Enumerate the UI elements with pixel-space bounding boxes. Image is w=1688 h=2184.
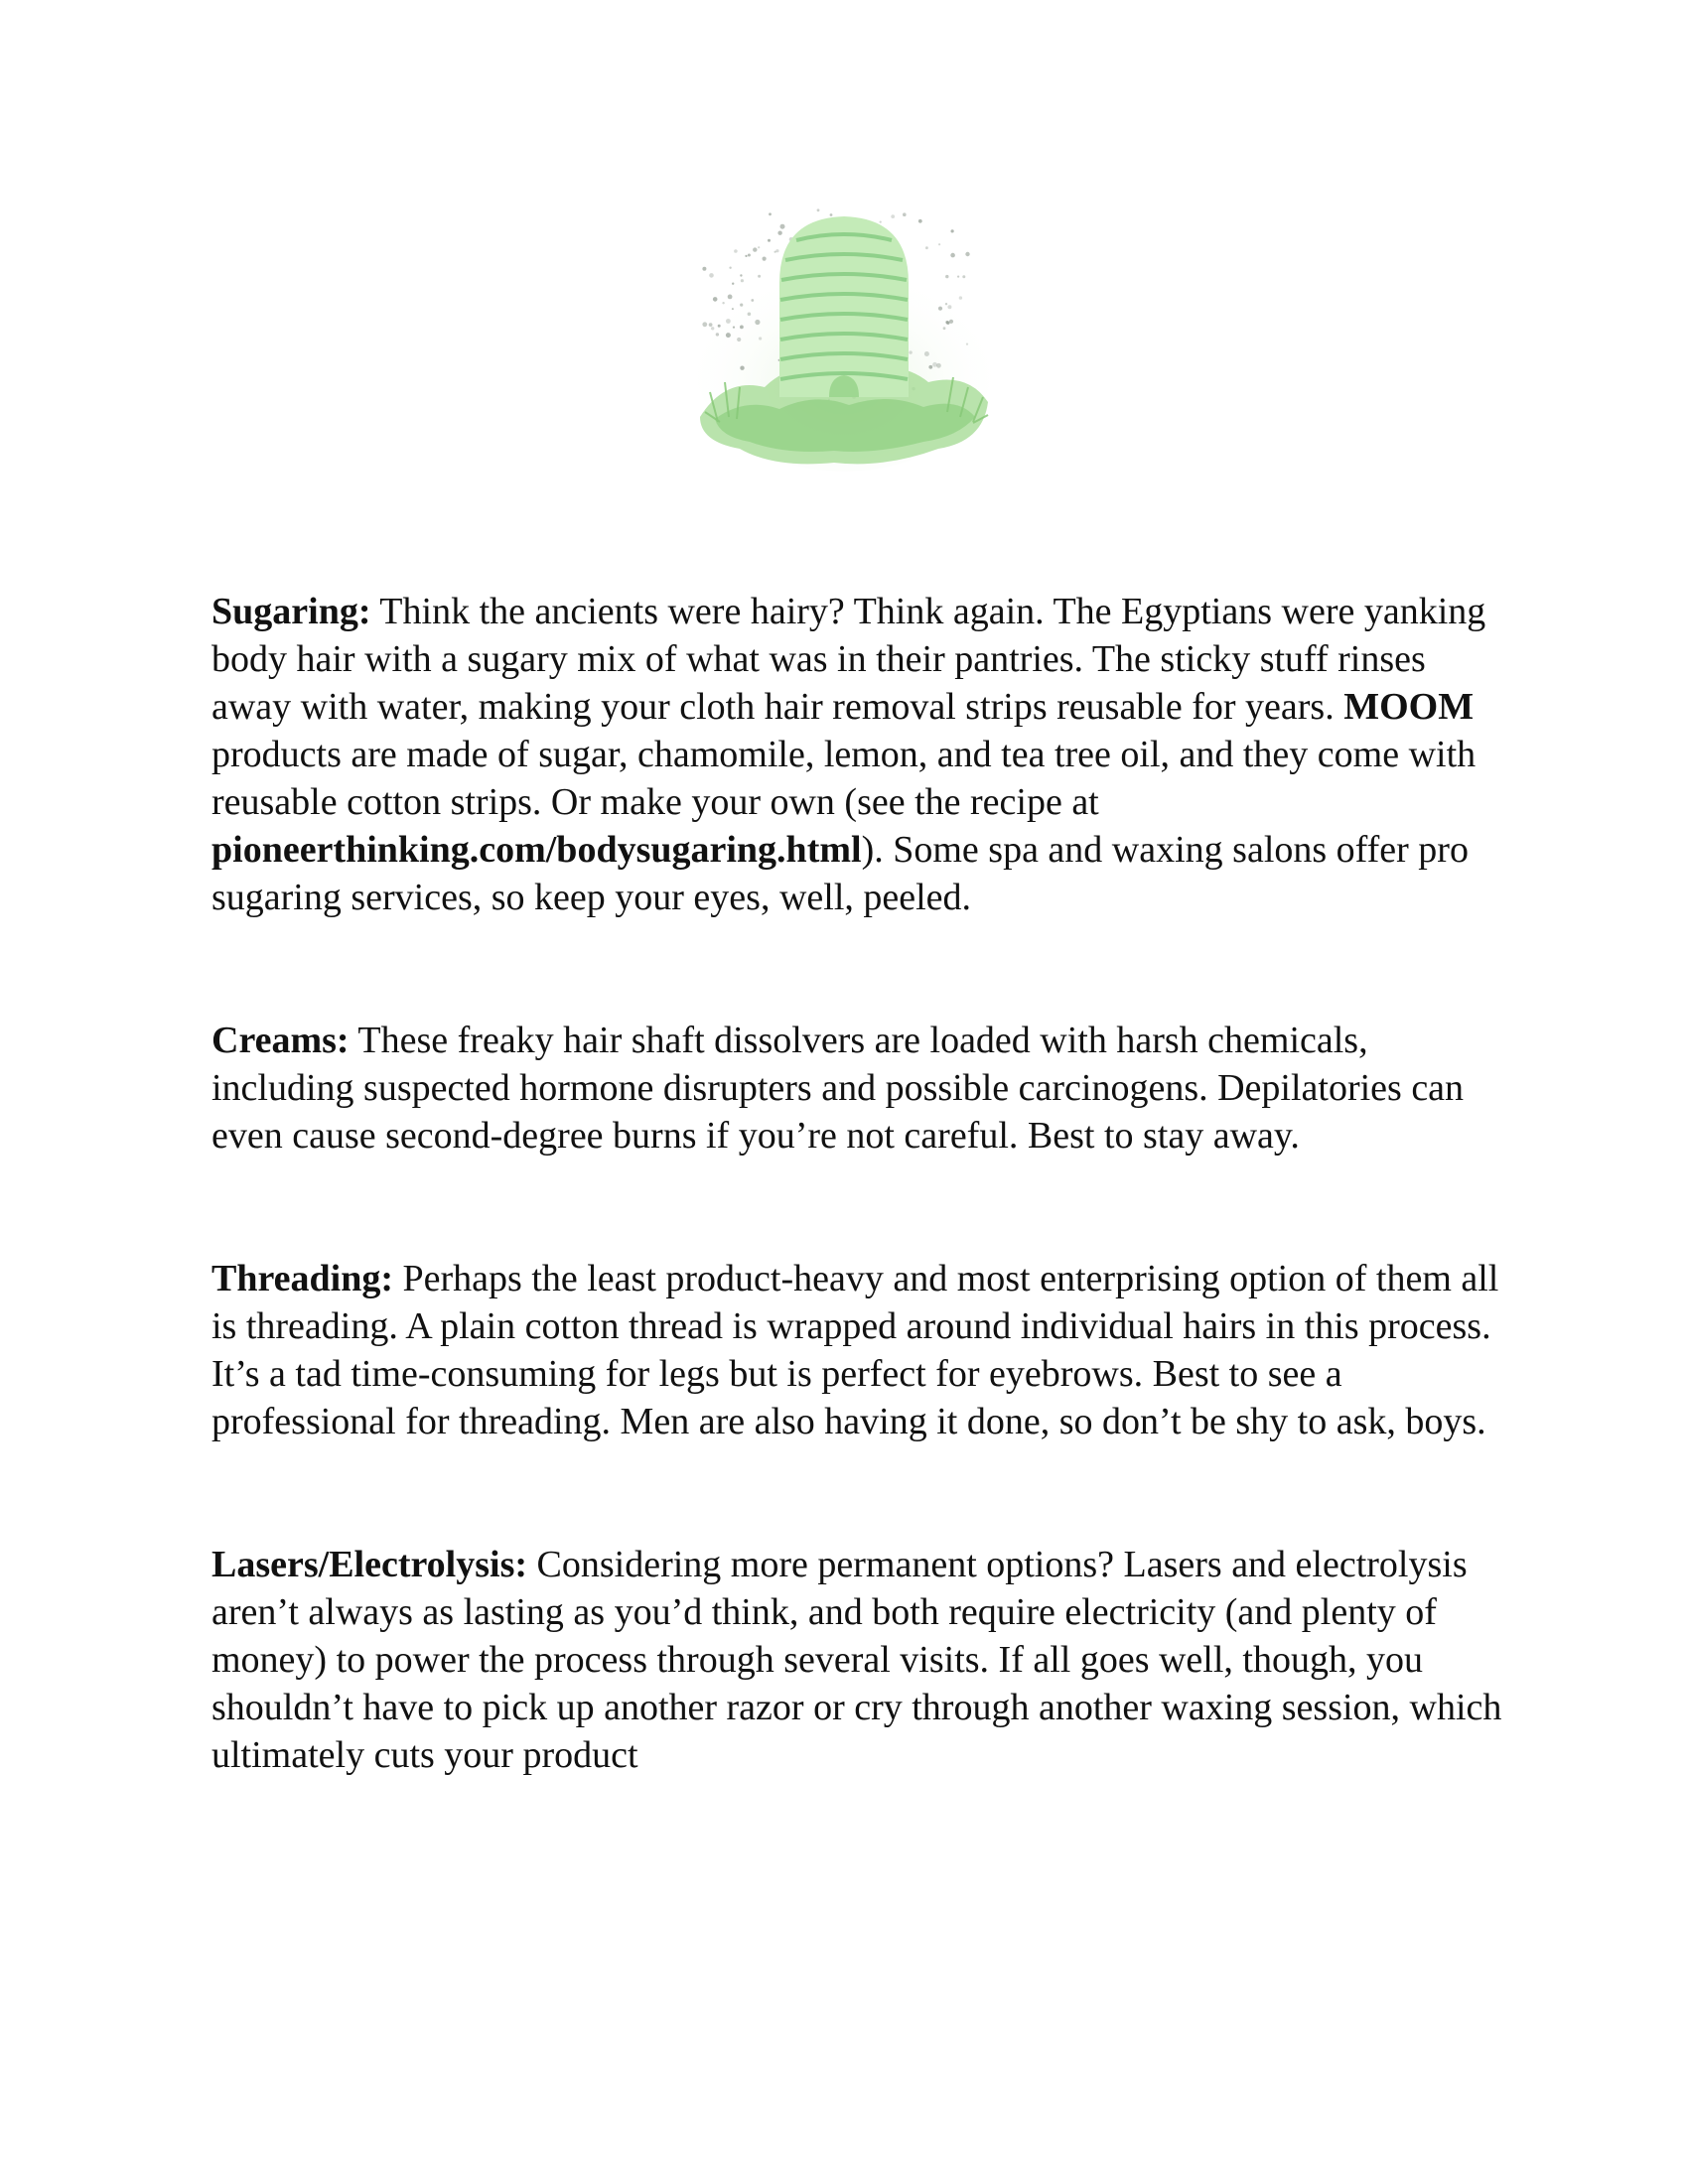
section-text: Considering more permanent options? Lasers and electrolysis aren’t always as lasting as you’d think, and both require electricity (and plenty of money) to power the process through several visits. If all goes well, though, you shouldn’t have to pick up another razor or cry through another waxing session, which ultimately cuts your product (211, 1544, 1502, 1776)
section-text: These freaky hair shaft dissolvers are loaded with harsh chemicals, including suspected hormone disrupters and possible carcinogens. Depilatories can even cause second-degree burns if you’re not careful. Best to stay away. (211, 1020, 1465, 1157)
bee-dot (732, 283, 734, 285)
bee-dot (729, 267, 731, 269)
section-creams (211, 1017, 1502, 1160)
section-threading (211, 1255, 1502, 1445)
recipe-link: pioneerthinking.com/bodysugaring.html (211, 829, 862, 871)
bee-dot (753, 247, 757, 251)
bee-dot (925, 246, 928, 249)
bee-dot (938, 243, 940, 245)
bee-dot (728, 295, 733, 300)
bee-dot (702, 322, 707, 327)
bee-dot (740, 304, 743, 307)
bee-dot (949, 320, 953, 324)
bee-dot (947, 305, 951, 309)
bee-dot (950, 253, 955, 258)
bee-dot (759, 337, 762, 340)
bee-dot (709, 323, 713, 327)
bee-dot (716, 333, 719, 336)
section-heading: Lasers/Electrolysis: (211, 1544, 528, 1585)
bee-dot (740, 326, 744, 330)
bee-dot (763, 257, 767, 261)
bee-dot (909, 350, 912, 353)
beehive-icon (685, 189, 1003, 477)
bee-dot (740, 366, 744, 370)
bee-dot (943, 327, 946, 330)
bee-dot (775, 249, 778, 252)
bee-dot (741, 279, 744, 282)
bee-dot (711, 327, 714, 330)
bee-dot (774, 251, 776, 253)
section-heading: Sugaring: (211, 591, 371, 632)
bee-dot (737, 338, 741, 341)
bee-dot (830, 213, 833, 216)
bee-dot (755, 320, 760, 325)
bee-dot (903, 212, 907, 216)
bee-dot (745, 255, 747, 257)
bee-dot (924, 351, 929, 356)
bee-dot (709, 273, 714, 278)
bee-dot (780, 224, 785, 229)
bee-dot (959, 296, 962, 299)
bee-dot (777, 231, 781, 235)
section-lasers-electrolysis (211, 1541, 1502, 1779)
bee-dot (758, 246, 760, 248)
section-text: Think the ancients were hairy? Think again. The Egyptians were yanking body hair with a sugary mix of what was in their pantries. The sticky stuff rinses away with water, making your cloth hair removal strips reusable for years. (211, 591, 1486, 728)
bee-dot (891, 214, 895, 218)
bee-dot (740, 274, 742, 276)
bee-dot (722, 302, 724, 304)
bee-dot (718, 325, 721, 328)
bee-dot (945, 303, 947, 305)
bee-dot (702, 267, 706, 271)
bee-dot (928, 365, 932, 369)
bee-dot (880, 221, 882, 223)
bee-dot (726, 333, 731, 338)
bee-dot (732, 308, 734, 310)
bee-dot (748, 254, 751, 257)
section-heading: Creams: (211, 1020, 350, 1061)
bee-dot (817, 208, 820, 211)
bee-dot (938, 307, 942, 311)
bee-dot (734, 249, 738, 253)
bee-dot (945, 321, 948, 324)
section-sugaring (211, 588, 1502, 921)
section-text: products are made of sugar, chamomile, lemon, and tea tree oil, and they come with reusable cotton strips. Or make your own (see the recipe at (211, 734, 1477, 823)
article-body (211, 588, 1502, 1779)
bee-dot (713, 297, 718, 302)
bee-dot (726, 319, 731, 324)
section-text: Perhaps the least product-heavy and most enterprising option of them all is threading. A plain cotton thread is wrapped around individual hairs in this process. It’s a tad time-consuming for legs but is perfect for eyebrows. Best to see a professional for threading. Men are also having it done, so don’t be shy to ask, boys. (211, 1258, 1499, 1442)
bee-dot (932, 362, 937, 367)
section-text: ). Some spa and waxing salons offer pro sugaring services, so keep your eyes, well, peeled. (211, 829, 1469, 918)
bee-dot (758, 275, 761, 278)
brand-name: MOOM (1343, 686, 1475, 728)
bee-dot (966, 343, 968, 345)
bee-dot (918, 219, 922, 223)
bee-dot (962, 275, 965, 278)
bee-dot (768, 239, 771, 242)
bee-dot (751, 299, 754, 302)
bee-dot (957, 276, 959, 278)
section-heading: Threading: (211, 1258, 394, 1299)
bee-dot (748, 313, 752, 317)
bee-dot (733, 327, 735, 329)
bee-dot (769, 212, 772, 215)
bee-dot (965, 252, 969, 256)
bee-dot (945, 275, 948, 278)
bee-dot (951, 229, 954, 232)
